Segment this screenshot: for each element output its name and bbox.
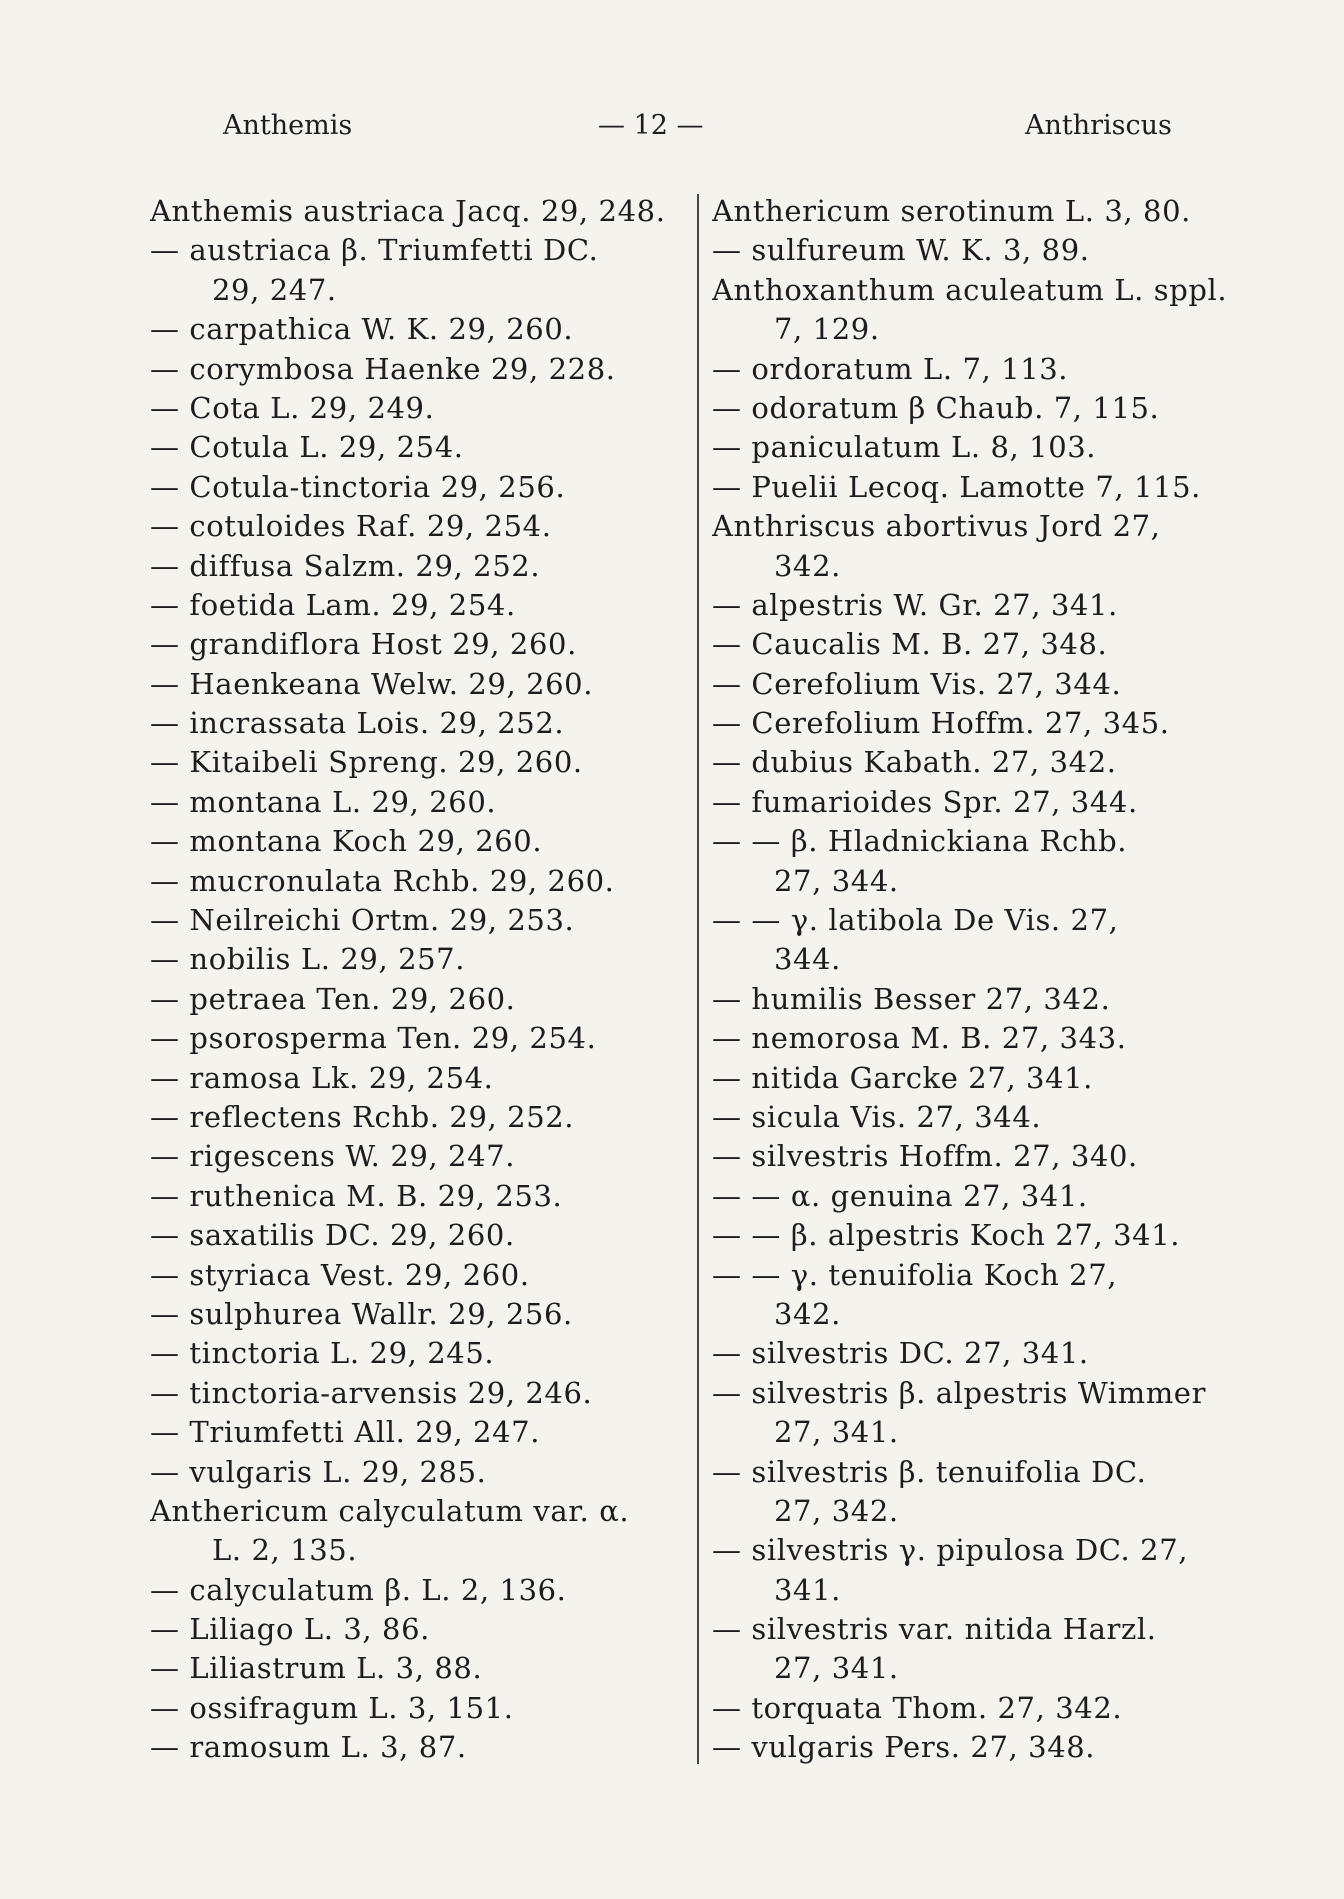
index-column-right [712,192,1260,1768]
index-entry: — rigescens W. 29, 247. [150,1139,516,1174]
index-entry: — Cotula L. 29, 254. [150,430,464,465]
index-entry: — silvestris var. nitida Harzl. [712,1612,1157,1647]
page-number: — 12 — [598,110,704,141]
index-entry: — Puelii Lecoq. Lamotte 7, 115. [712,469,1201,504]
index-entry: — montana Koch 29, 260. [150,824,543,859]
index-entry: — torquata Thom. 27, 342. [712,1690,1123,1725]
index-entry: — calyculatum β. L. 2, 136. [150,1572,567,1607]
index-entry: — alpestris W. Gr. 27, 341. [712,587,1118,622]
index-entry: — Kitaibeli Spreng. 29, 260. [150,745,583,780]
index-entry: — vulgaris L. 29, 285. [150,1454,487,1489]
index-entry: — Cerefolium Vis. 27, 344. [712,666,1122,701]
index-entry: — saxatilis DC. 29, 260. [150,1218,515,1253]
index-entry: — sulphurea Wallr. 29, 256. [150,1296,573,1331]
running-head-right: Anthriscus [1025,110,1172,141]
index-entry: — ruthenica M. B. 29, 253. [150,1178,563,1213]
index-entry: — tinctoria L. 29, 245. [150,1336,495,1371]
index-entry: — Triumfetti All. 29, 247. [150,1415,541,1450]
index-entry: — humilis Besser 27, 342. [712,981,1111,1016]
index-entry: — vulgaris Pers. 27, 348. [712,1730,1096,1765]
index-entry: 27, 342. [774,1493,899,1528]
index-entry: — Cotula-tinctoria 29, 256. [150,469,566,504]
index-entry: — nobilis L. 29, 257. [150,942,466,977]
index-entry: — Liliastrum L. 3, 88. [150,1651,483,1686]
index-entry: — ramosum L. 3, 87. [150,1730,467,1765]
index-entry: 27, 344. [774,863,899,898]
index-entry: Anthericum serotinum L. 3, 80. [712,194,1191,228]
index-entry: — ossifragum L. 3, 151. [150,1690,514,1725]
index-entry: Anthoxanthum aculeatum L. sppl. [712,272,1228,307]
index-entry: L. 2, 135. [212,1533,358,1568]
index-entry: — foetida Lam. 29, 254. [150,587,516,622]
index-entry: — psorosperma Ten. 29, 254. [150,1021,597,1056]
index-entry: Anthriscus abortivus Jord 27, [712,509,1161,544]
index-entry: — — γ. latibola De Vis. 27, [712,903,1119,938]
index-entry: — — γ. tenuifolia Koch 27, [712,1257,1118,1292]
index-entry: — silvestris β. alpestris Wimmer [712,1375,1207,1410]
index-entry: — dubius Kabath. 27, 342. [712,745,1117,780]
index-entry: — odoratum β Chaub. 7, 115. [712,390,1160,425]
running-head-left: Anthemis [223,110,353,141]
index-entry: — silvestris Hoffm. 27, 340. [712,1139,1138,1174]
index-entry: Anthemis austriaca Jacq. 29, 248. [150,194,666,228]
index-entry: — — β. Hladnickiana Rchb. [712,824,1128,859]
index-entry: — Haenkeana Welw. 29, 260. [150,666,594,701]
index-entry: — Liliago L. 3, 86. [150,1612,430,1647]
index-entry: — ordoratum L. 7, 113. [712,351,1069,386]
index-entry: — silvestris DC. 27, 341. [712,1336,1089,1371]
index-entry: — petraea Ten. 29, 260. [150,981,516,1016]
index-entry: Anthericum calyculatum var. α. [150,1493,630,1528]
index-entry: — grandiflora Host 29, 260. [150,627,577,662]
index-entry: — Neilreichi Ortm. 29, 253. [150,903,575,938]
index-entry: — nitida Garcke 27, 341. [712,1060,1093,1095]
index-entry: — austriaca β. Triumfetti DC. [150,233,599,268]
index-entry: — Cota L. 29, 249. [150,390,435,425]
index-entry: — sulfureum W. K. 3, 89. [712,233,1090,268]
index-entry: 344. [774,942,841,977]
index-entry: — ramosa Lk. 29, 254. [150,1060,494,1095]
index-entry: — diffusa Salzm. 29, 252. [150,548,541,583]
index-entry: — fumarioides Spr. 27, 344. [712,784,1138,819]
index-entry: — silvestris γ. pipulosa DC. 27, [712,1533,1189,1568]
index-entry: — nemorosa M. B. 27, 343. [712,1021,1127,1056]
index-entry: 342. [774,1296,841,1331]
index-entry: — styriaca Vest. 29, 260. [150,1257,530,1292]
index-entry: — mucronulata Rchb. 29, 260. [150,863,615,898]
index-column-left [150,192,690,1768]
index-entry: — — α. genuina 27, 341. [712,1178,1088,1213]
index-entry: 342. [774,548,841,583]
index-entry: — incrassata Lois. 29, 252. [150,706,565,741]
index-entry: — sicula Vis. 27, 344. [712,1099,1042,1134]
index-entry: 7, 129. [774,312,880,347]
index-entry: 27, 341. [774,1651,899,1686]
index-entry: — reflectens Rchb. 29, 252. [150,1099,575,1134]
index-entry: — Caucalis M. B. 27, 348. [712,627,1108,662]
index-entry: — corymbosa Haenke 29, 228. [150,351,616,386]
index-entry: — cotuloides Raf. 29, 254. [150,509,552,544]
index-entry: — carpathica W. K. 29, 260. [150,312,574,347]
index-entry: 27, 341. [774,1415,899,1450]
index-entry: — silvestris β. tenuifolia DC. [712,1454,1147,1489]
column-divider [697,194,699,1764]
index-entry: 29, 247. [212,272,337,307]
index-entry: — montana L. 29, 260. [150,784,497,819]
index-entry: — Cerefolium Hoffm. 27, 345. [712,706,1170,741]
index-entry: — tinctoria-arvensis 29, 246. [150,1375,593,1410]
index-entry: 341. [774,1572,841,1607]
index-entry: — paniculatum L. 8, 103. [712,430,1097,465]
index-entry: — — β. alpestris Koch 27, 341. [712,1218,1181,1253]
